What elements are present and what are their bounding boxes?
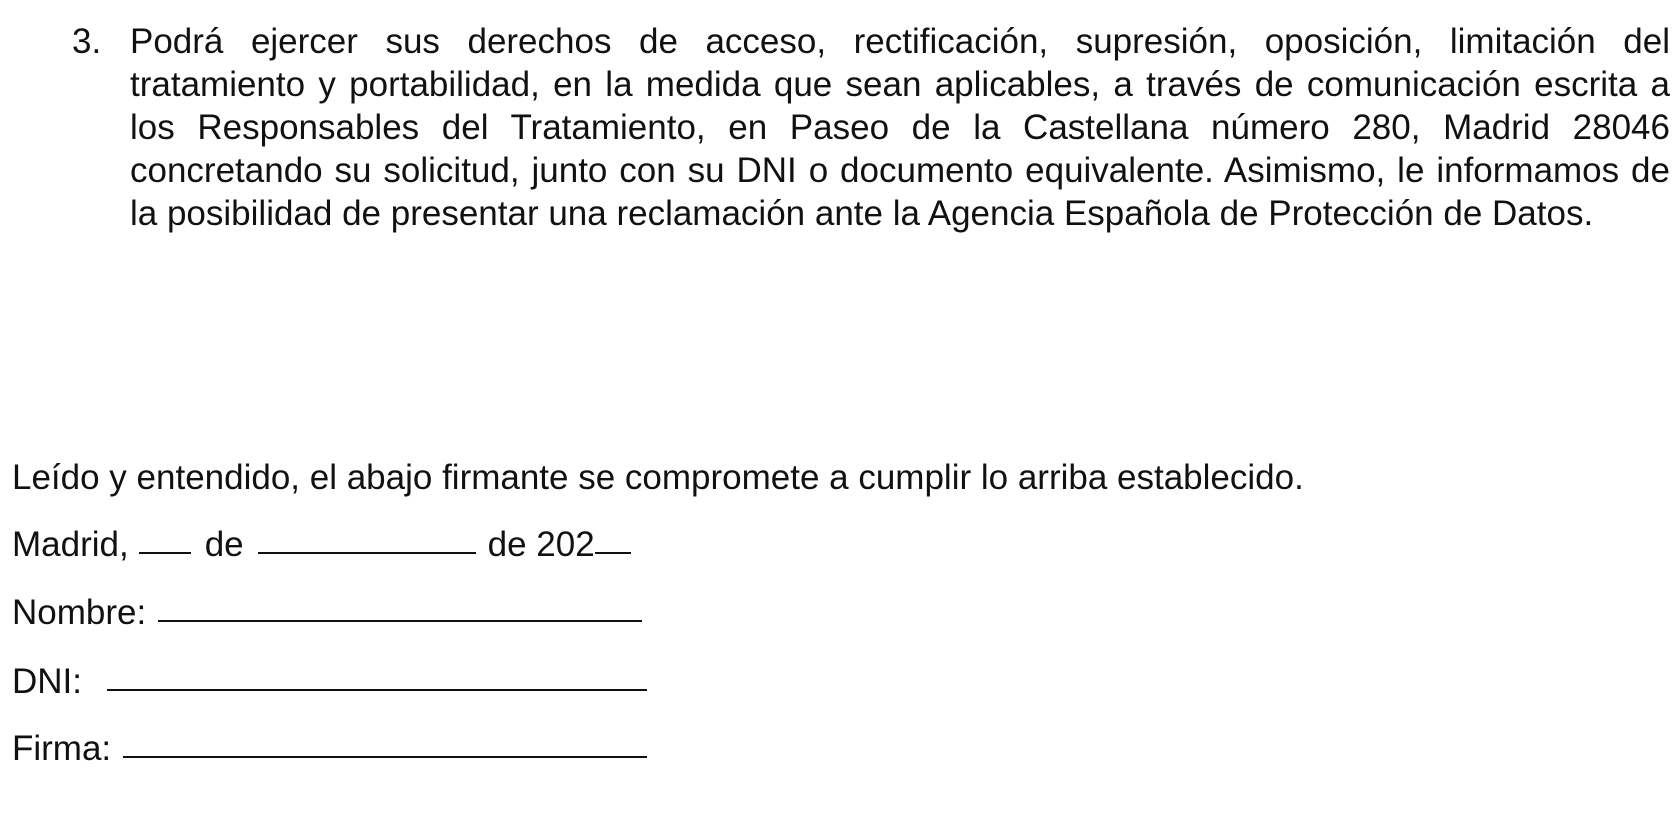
signature-label: Firma: xyxy=(12,729,112,768)
name-line xyxy=(12,591,642,634)
name-blank[interactable] xyxy=(158,619,642,622)
dni-line xyxy=(12,660,647,703)
de-label-1: de xyxy=(204,525,244,564)
dni-label: DNI: xyxy=(12,662,82,701)
signature-line xyxy=(12,727,647,770)
clause-number: 3. xyxy=(72,22,102,61)
name-label: Nombre: xyxy=(12,593,147,632)
city-label: Madrid, xyxy=(12,525,129,564)
dni-blank[interactable] xyxy=(107,688,647,691)
date-line xyxy=(12,523,631,566)
clause-3 xyxy=(72,20,1670,235)
agreement-statement: Leído y entendido, el abajo firmante se compromete a cumplir lo arriba establecido. xyxy=(12,458,1304,497)
signature-blank[interactable] xyxy=(123,755,647,758)
year-prefix: de 202 xyxy=(487,525,595,564)
month-blank[interactable] xyxy=(258,551,476,554)
year-blank[interactable] xyxy=(595,551,631,554)
day-blank[interactable] xyxy=(139,551,191,554)
clause-text: Podrá ejercer sus derechos de acceso, rectificación, supresión, oposición, limitación del tratamiento y portabilidad, en la medida que sean aplicables, a través de comunicación escrita a los Responsables del Tratamiento, en Paseo de la Castellana número 280, Madrid 28046 concretando su solicitud, junto con su DNI o documento equivalente. Asimismo, le informamos de la posibilidad de presentar una reclamación ante la Agencia Española de Protección de Datos. xyxy=(130,22,1670,233)
